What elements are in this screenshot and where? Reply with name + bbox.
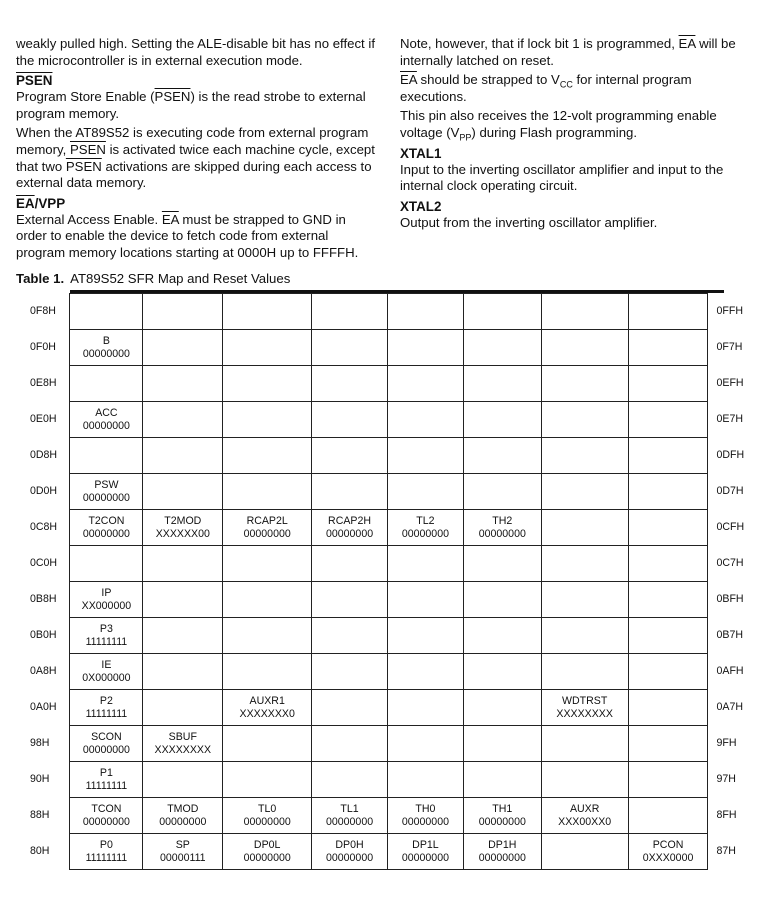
- sfr-empty-cell: [541, 654, 628, 690]
- register-reset-value: 11111111: [85, 779, 128, 792]
- sfr-register-cell: [223, 690, 312, 726]
- register-reset-value: 00000000: [82, 815, 130, 828]
- row-address-start: 0D8H: [30, 449, 58, 461]
- sfr-empty-cell: [223, 726, 312, 762]
- row-address-start: 0B8H: [30, 593, 57, 605]
- table-caption-label: Table 1.: [16, 271, 65, 286]
- register-reset-value: XXXXXXX0: [239, 707, 295, 720]
- psen-paragraph-2: When the AT89S52 is executing code from external program memory, PSEN is activated twice each machine cycle, except that two PSEN activations are skipped during each access to external data memory.: [16, 125, 375, 191]
- sfr-empty-cell: [628, 510, 708, 546]
- sfr-empty-cell: [312, 366, 388, 402]
- sfr-empty-cell: [387, 402, 463, 438]
- sfr-empty-cell: [312, 330, 388, 366]
- sfr-empty-cell: [387, 762, 463, 798]
- sfr-empty-cell: [223, 294, 312, 330]
- register-name: DP0H: [335, 838, 364, 851]
- sfr-empty-cell: [143, 582, 223, 618]
- sfr-empty-cell: [387, 474, 463, 510]
- sfr-register-cell: [70, 654, 143, 690]
- sfr-empty-cell: [387, 366, 463, 402]
- register-name: TMOD: [167, 802, 199, 815]
- sfr-empty-cell: [628, 294, 708, 330]
- sfr-register-cell: [387, 798, 463, 834]
- sfr-empty-cell: [628, 690, 708, 726]
- sfr-empty-cell: [541, 294, 628, 330]
- register-reset-value: 00000000: [478, 851, 526, 864]
- sfr-empty-cell: [541, 834, 628, 870]
- xtal2-paragraph: Output from the inverting oscillator amplifier.: [400, 214, 658, 230]
- register-reset-value: 11111111: [85, 635, 128, 648]
- sfr-register-cell: [387, 510, 463, 546]
- sfr-empty-cell: [541, 762, 628, 798]
- register-reset-value: XXXXXXXX: [556, 707, 613, 720]
- table-row: [16, 834, 760, 870]
- sfr-empty-cell: [628, 582, 708, 618]
- sfr-register-cell: [463, 510, 541, 546]
- sfr-register-cell: [70, 690, 143, 726]
- register-name: DP0L: [253, 838, 281, 851]
- row-address-start: 0A8H: [30, 665, 57, 677]
- sfr-empty-cell: [312, 618, 388, 654]
- register-reset-value: 00000000: [159, 815, 207, 828]
- sfr-empty-cell: [463, 366, 541, 402]
- sfr-empty-cell: [628, 654, 708, 690]
- row-address-end: 0A7H: [716, 701, 743, 713]
- sfr-empty-cell: [463, 654, 541, 690]
- register-reset-value: XXXXXX00: [155, 527, 210, 540]
- sfr-empty-cell: [312, 690, 388, 726]
- sfr-empty-cell: [223, 654, 312, 690]
- sfr-register-cell: [463, 798, 541, 834]
- row-address-end: 9FH: [716, 737, 737, 749]
- sfr-empty-cell: [223, 366, 312, 402]
- register-name: DP1L: [412, 838, 439, 851]
- register-reset-value: 0X000000: [82, 671, 131, 684]
- register-name: TH0: [415, 802, 436, 815]
- register-reset-value: 00000000: [82, 491, 130, 504]
- sfr-empty-cell: [70, 438, 143, 474]
- table-row: [16, 798, 760, 834]
- sfr-empty-cell: [387, 546, 463, 582]
- register-name: SBUF: [168, 730, 197, 743]
- sfr-empty-cell: [70, 366, 143, 402]
- sfr-empty-cell: [387, 726, 463, 762]
- sfr-empty-cell: [628, 618, 708, 654]
- sfr-empty-cell: [463, 546, 541, 582]
- register-name: B: [102, 334, 110, 347]
- register-reset-value: 00000000: [243, 851, 291, 864]
- table-row: [16, 438, 760, 474]
- sfr-register-cell: [312, 510, 388, 546]
- row-address-end: 0B7H: [716, 629, 743, 641]
- sfr-empty-cell: [312, 294, 388, 330]
- register-reset-value: 00000000: [82, 419, 130, 432]
- eavpp-heading: EA/VPP: [16, 195, 66, 211]
- sfr-register-cell: [70, 330, 143, 366]
- register-name: TH1: [492, 802, 513, 815]
- register-reset-value: 00000000: [325, 527, 374, 540]
- register-reset-value: 00000000: [82, 743, 130, 756]
- sfr-register-cell: [541, 690, 628, 726]
- row-address-end: 0BFH: [716, 593, 744, 605]
- sfr-register-cell: [70, 582, 143, 618]
- sfr-empty-cell: [387, 582, 463, 618]
- row-address-start: 0C8H: [30, 521, 58, 533]
- sfr-empty-cell: [223, 762, 312, 798]
- sfr-table: [16, 293, 760, 870]
- sfr-empty-cell: [541, 618, 628, 654]
- row-address-end: 8FH: [716, 809, 737, 821]
- sfr-empty-cell: [463, 726, 541, 762]
- register-name: SP: [175, 838, 190, 851]
- sfr-empty-cell: [312, 582, 388, 618]
- row-address-start: 0D0H: [30, 485, 58, 497]
- sfr-empty-cell: [143, 690, 223, 726]
- sfr-empty-cell: [143, 402, 223, 438]
- sfr-empty-cell: [387, 654, 463, 690]
- register-name: IE: [101, 658, 112, 671]
- sfr-register-cell: [312, 834, 388, 870]
- sfr-register-cell: [541, 798, 628, 834]
- register-reset-value: 00000000: [82, 347, 130, 360]
- register-reset-value: XX000000: [81, 599, 132, 612]
- table-row: [16, 510, 760, 546]
- sfr-register-cell: [143, 510, 223, 546]
- sfr-register-cell: [463, 834, 541, 870]
- sfr-empty-cell: [628, 474, 708, 510]
- row-address-end: 97H: [716, 773, 736, 785]
- intro-paragraph: weakly pulled high. Setting the ALE-disable bit has no effect if the microcontroller is in external execution mode.: [16, 36, 375, 68]
- table-row: [16, 294, 760, 330]
- sfr-register-cell: [70, 402, 143, 438]
- sfr-empty-cell: [628, 762, 708, 798]
- row-address-end: 0C7H: [716, 557, 744, 569]
- table-row: [16, 330, 760, 366]
- register-reset-value: 00000000: [325, 851, 374, 864]
- sfr-register-cell: [143, 834, 223, 870]
- ea-vcc-note: $\overline{EA}$ should be strapped to $V_{CC}$ for internal program executions.: [400, 72, 692, 104]
- table-caption-text: AT89S52 SFR Map and Reset Values: [70, 271, 291, 286]
- sfr-empty-cell: [463, 330, 541, 366]
- register-reset-value: 00000000: [401, 527, 449, 540]
- sfr-empty-cell: [541, 474, 628, 510]
- sfr-register-cell: [223, 798, 312, 834]
- lock-bit-note: Note, however, that if lock bit 1 is programmed, $\overline{EA}$ will be internally latched on reset.: [400, 36, 736, 68]
- register-reset-value: 00000000: [401, 851, 449, 864]
- sfr-register-cell: [628, 834, 708, 870]
- sfr-empty-cell: [223, 402, 312, 438]
- sfr-empty-cell: [312, 546, 388, 582]
- right-column: [400, 36, 760, 234]
- register-name: RCAP2H: [328, 514, 372, 527]
- row-address-start: 0F0H: [30, 341, 56, 353]
- sfr-empty-cell: [223, 438, 312, 474]
- register-reset-value: 00000111: [160, 851, 206, 864]
- row-address-end: 0E7H: [716, 413, 743, 425]
- sfr-empty-cell: [312, 402, 388, 438]
- table-row: [16, 654, 760, 690]
- register-reset-value: 11111111: [85, 707, 128, 720]
- register-name: AUXR1: [249, 694, 285, 707]
- register-name: P0: [99, 838, 113, 851]
- register-name: TL1: [340, 802, 359, 815]
- register-reset-value: XXXXXXXX: [154, 743, 212, 756]
- sfr-empty-cell: [628, 438, 708, 474]
- sfr-register-cell: [143, 726, 223, 762]
- sfr-empty-cell: [628, 366, 708, 402]
- sfr-empty-cell: [541, 546, 628, 582]
- register-name: RCAP2L: [246, 514, 288, 527]
- left-column: [16, 36, 380, 265]
- sfr-empty-cell: [143, 366, 223, 402]
- table-row: [16, 726, 760, 762]
- row-address-start: 80H: [30, 845, 50, 857]
- sfr-empty-cell: [312, 438, 388, 474]
- sfr-empty-cell: [223, 582, 312, 618]
- sfr-empty-cell: [143, 546, 223, 582]
- register-reset-value: 00000000: [243, 815, 291, 828]
- sfr-empty-cell: [541, 330, 628, 366]
- row-address-start: 98H: [30, 737, 50, 749]
- sfr-empty-cell: [312, 474, 388, 510]
- register-name: P2: [99, 694, 113, 707]
- register-reset-value: 00000000: [478, 815, 526, 828]
- row-address-end: 0D7H: [716, 485, 744, 497]
- table-row: [16, 402, 760, 438]
- table-row: [16, 618, 760, 654]
- row-address-end: 0F7H: [716, 341, 743, 353]
- sfr-empty-cell: [143, 330, 223, 366]
- vpp-note: This pin also receives the 12-volt programming enable voltage $(V_{PP})$ during Flash programming.: [400, 108, 717, 143]
- register-reset-value: 00000000: [478, 527, 526, 540]
- sfr-empty-cell: [387, 294, 463, 330]
- sfr-empty-cell: [223, 474, 312, 510]
- sfr-register-cell: [312, 798, 388, 834]
- sfr-register-cell: [223, 834, 312, 870]
- sfr-empty-cell: [143, 474, 223, 510]
- register-name: TH2: [492, 514, 513, 527]
- sfr-empty-cell: [628, 546, 708, 582]
- table-row: [16, 762, 760, 798]
- sfr-register-cell: [70, 510, 143, 546]
- table-row: [16, 474, 760, 510]
- sfr-empty-cell: [143, 438, 223, 474]
- table-row: [16, 690, 760, 726]
- register-name: PCON: [652, 838, 684, 851]
- sfr-empty-cell: [541, 582, 628, 618]
- sfr-register-cell: [387, 834, 463, 870]
- sfr-register-cell: [70, 618, 143, 654]
- register-reset-value: 00000000: [325, 815, 374, 828]
- sfr-empty-cell: [387, 618, 463, 654]
- sfr-empty-cell: [223, 330, 312, 366]
- register-name: TL0: [258, 802, 277, 815]
- xtal1-paragraph: Input to the inverting oscillator amplifier and input to the internal clock operating circuit.: [400, 161, 724, 194]
- register-reset-value: 0XXX0000: [642, 851, 694, 864]
- sfr-register-cell: [70, 762, 143, 798]
- xtal1-heading: XTAL1: [400, 145, 442, 161]
- sfr-empty-cell: [143, 654, 223, 690]
- register-name: TCON: [91, 802, 122, 815]
- register-reset-value: 00000000: [401, 815, 449, 828]
- sfr-empty-cell: [628, 798, 708, 834]
- register-name: SCON: [91, 730, 122, 743]
- sfr-empty-cell: [628, 402, 708, 438]
- sfr-register-cell: [70, 834, 143, 870]
- row-address-start: 0A0H: [30, 701, 57, 713]
- register-name: P1: [99, 766, 113, 779]
- sfr-register-cell: [70, 726, 143, 762]
- register-name: DP1H: [488, 838, 517, 851]
- register-name: T2MOD: [164, 514, 202, 527]
- sfr-empty-cell: [463, 690, 541, 726]
- sfr-empty-cell: [463, 618, 541, 654]
- sfr-empty-cell: [463, 582, 541, 618]
- row-address-end: 0EFH: [716, 377, 744, 389]
- psen-heading-text: PSEN: [16, 73, 53, 89]
- sfr-empty-cell: [143, 762, 223, 798]
- register-name: ACC: [95, 406, 118, 419]
- row-address-start: 90H: [30, 773, 50, 785]
- register-reset-value: 00000000: [82, 527, 130, 540]
- sfr-empty-cell: [312, 726, 388, 762]
- sfr-empty-cell: [223, 618, 312, 654]
- sfr-empty-cell: [541, 726, 628, 762]
- register-name: T2CON: [88, 514, 125, 527]
- eavpp-paragraph: External Access Enable. $\overline{EA}$ must be strapped to GND in order to enable the device to fetch code from external program memory locations starting at 0000H up to FFFFH.: [16, 211, 359, 260]
- register-name: PSW: [94, 478, 119, 491]
- table-row: [16, 582, 760, 618]
- row-address-end: 0DFH: [716, 449, 745, 461]
- row-address-start: 0E0H: [30, 413, 57, 425]
- sfr-empty-cell: [628, 726, 708, 762]
- register-reset-value: 11111111: [85, 851, 128, 864]
- sfr-empty-cell: [387, 438, 463, 474]
- sfr-empty-cell: [70, 546, 143, 582]
- sfr-empty-cell: [541, 366, 628, 402]
- sfr-empty-cell: [628, 330, 708, 366]
- sfr-register-cell: [223, 510, 312, 546]
- row-address-start: 0B0H: [30, 629, 57, 641]
- sfr-empty-cell: [541, 438, 628, 474]
- row-address-start: 0E8H: [30, 377, 57, 389]
- psen-paragraph-1: Program Store Enable (PSEN) is the read strobe to external program memory.: [16, 89, 366, 121]
- sfr-register-cell: [70, 474, 143, 510]
- row-address-end: 0AFH: [716, 665, 744, 677]
- sfr-empty-cell: [463, 474, 541, 510]
- register-reset-value: XXX00XX0: [558, 815, 612, 828]
- xtal2-heading: XTAL2: [400, 198, 442, 214]
- row-address-start: 0C0H: [30, 557, 58, 569]
- psen-heading: [16, 72, 380, 89]
- table-row: [16, 546, 760, 582]
- row-address-start: 88H: [30, 809, 50, 821]
- sfr-empty-cell: [70, 294, 143, 330]
- row-address-end: 87H: [716, 845, 736, 857]
- sfr-empty-cell: [312, 654, 388, 690]
- sfr-empty-cell: [387, 690, 463, 726]
- register-name: P3: [99, 622, 113, 635]
- table-row: [16, 366, 760, 402]
- sfr-empty-cell: [541, 510, 628, 546]
- sfr-empty-cell: [387, 330, 463, 366]
- row-address-start: 0F8H: [30, 305, 56, 317]
- sfr-register-cell: [70, 798, 143, 834]
- sfr-empty-cell: [463, 294, 541, 330]
- sfr-empty-cell: [463, 402, 541, 438]
- sfr-register-cell: [143, 798, 223, 834]
- register-name: WDTRST: [562, 694, 608, 707]
- sfr-empty-cell: [541, 402, 628, 438]
- register-name: AUXR: [569, 802, 600, 815]
- sfr-empty-cell: [463, 438, 541, 474]
- sfr-empty-cell: [143, 294, 223, 330]
- register-reset-value: 00000000: [243, 527, 291, 540]
- sfr-empty-cell: [463, 762, 541, 798]
- sfr-empty-cell: [143, 618, 223, 654]
- table-caption: [16, 271, 290, 286]
- row-address-end: 0FFH: [716, 305, 743, 317]
- sfr-empty-cell: [312, 762, 388, 798]
- sfr-empty-cell: [223, 546, 312, 582]
- row-address-end: 0CFH: [716, 521, 745, 533]
- register-name: IP: [101, 586, 112, 599]
- register-name: TL2: [416, 514, 435, 527]
